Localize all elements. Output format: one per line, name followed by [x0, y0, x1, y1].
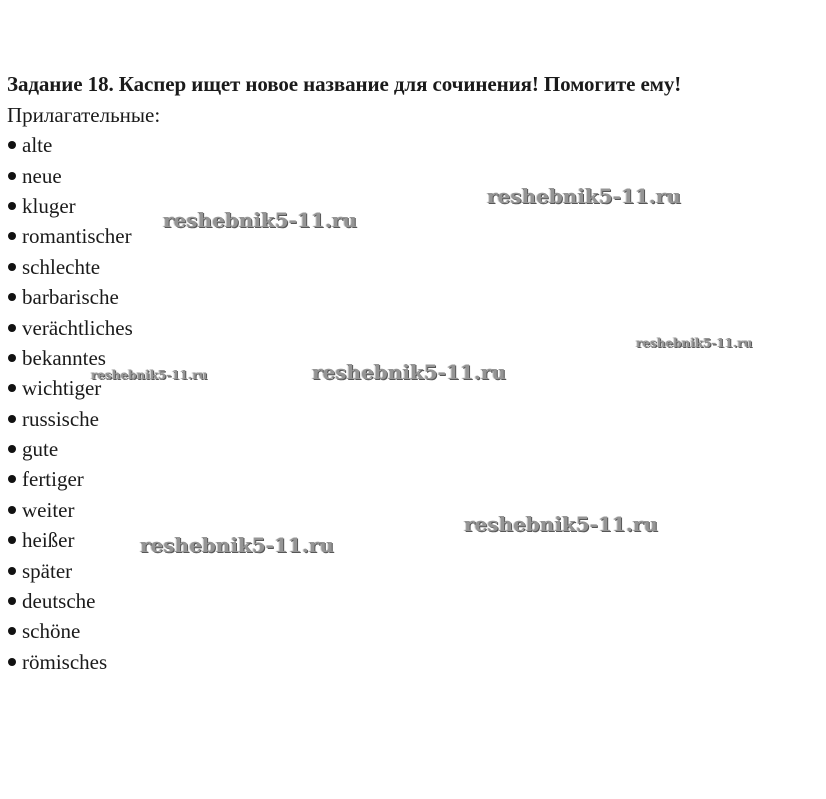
bullet-icon: [8, 232, 16, 240]
adjective-word: gute: [22, 437, 59, 462]
list-item: [7, 221, 133, 251]
list-item: [7, 464, 133, 494]
bullet-icon: [8, 597, 16, 605]
adjective-word: schöne: [22, 619, 81, 644]
adjective-word: neue: [22, 163, 62, 188]
bullet-icon: [8, 141, 16, 149]
adjective-word: russische: [22, 406, 99, 431]
list-item: [7, 525, 133, 555]
adjective-word: kluger: [22, 193, 76, 218]
bullet-icon: [8, 658, 16, 666]
bullet-icon: [8, 324, 16, 332]
bullet-icon: [8, 384, 16, 392]
list-item: [7, 616, 133, 646]
adjective-word: bekanntes: [22, 345, 106, 370]
bullet-icon: [8, 567, 16, 575]
adjective-word: schlechte: [22, 254, 101, 279]
adjective-word: fertiger: [22, 467, 84, 492]
watermark: reshebnik5-11.ru: [487, 184, 681, 208]
adjective-word: romantischer: [22, 224, 132, 249]
list-item: [7, 434, 133, 464]
watermark: reshebnik5-11.ru: [140, 533, 334, 557]
adjective-word: später: [22, 558, 73, 583]
list-item: [7, 404, 133, 434]
bullet-icon: [8, 536, 16, 544]
watermark: reshebnik5-11.ru: [312, 360, 506, 384]
watermark: reshebnik5-11.ru: [163, 208, 357, 232]
adjective-word: alte: [22, 133, 53, 158]
list-item: [7, 312, 133, 342]
list-item: [7, 130, 133, 160]
section-heading: Прилагательные:: [7, 103, 161, 127]
watermark: reshebnik5-11.ru: [464, 512, 658, 536]
bullet-icon: [8, 172, 16, 180]
bullet-icon: [8, 415, 16, 423]
adjective-word: barbarische: [22, 285, 119, 310]
task-title: Задание 18. Каспер ищет новое название для сочинения! Помогите ему!: [7, 72, 682, 96]
bullet-icon: [8, 475, 16, 483]
adjective-word: weiter: [22, 497, 75, 522]
list-item: [7, 495, 133, 525]
list-item: [7, 647, 133, 677]
watermark: reshebnik5-11.ru: [91, 368, 208, 382]
bullet-icon: [8, 354, 16, 362]
bullet-icon: [8, 293, 16, 301]
bullet-icon: [8, 506, 16, 514]
list-item: [7, 586, 133, 616]
list-item: [7, 555, 133, 585]
adjective-list: [7, 130, 133, 677]
list-item: [7, 191, 133, 221]
bullet-icon: [8, 263, 16, 271]
list-item: [7, 282, 133, 312]
adjective-word: römisches: [22, 649, 108, 674]
bullet-icon: [8, 627, 16, 635]
adjective-word: verächtliches: [22, 315, 133, 340]
adjective-word: deutsche: [22, 589, 96, 614]
bullet-icon: [8, 202, 16, 210]
bullet-icon: [8, 445, 16, 453]
adjective-word: wichtiger: [22, 376, 102, 401]
list-item: [7, 252, 133, 282]
list-item: [7, 160, 133, 190]
watermark: reshebnik5-11.ru: [636, 336, 753, 350]
adjective-word: heißer: [22, 528, 75, 553]
